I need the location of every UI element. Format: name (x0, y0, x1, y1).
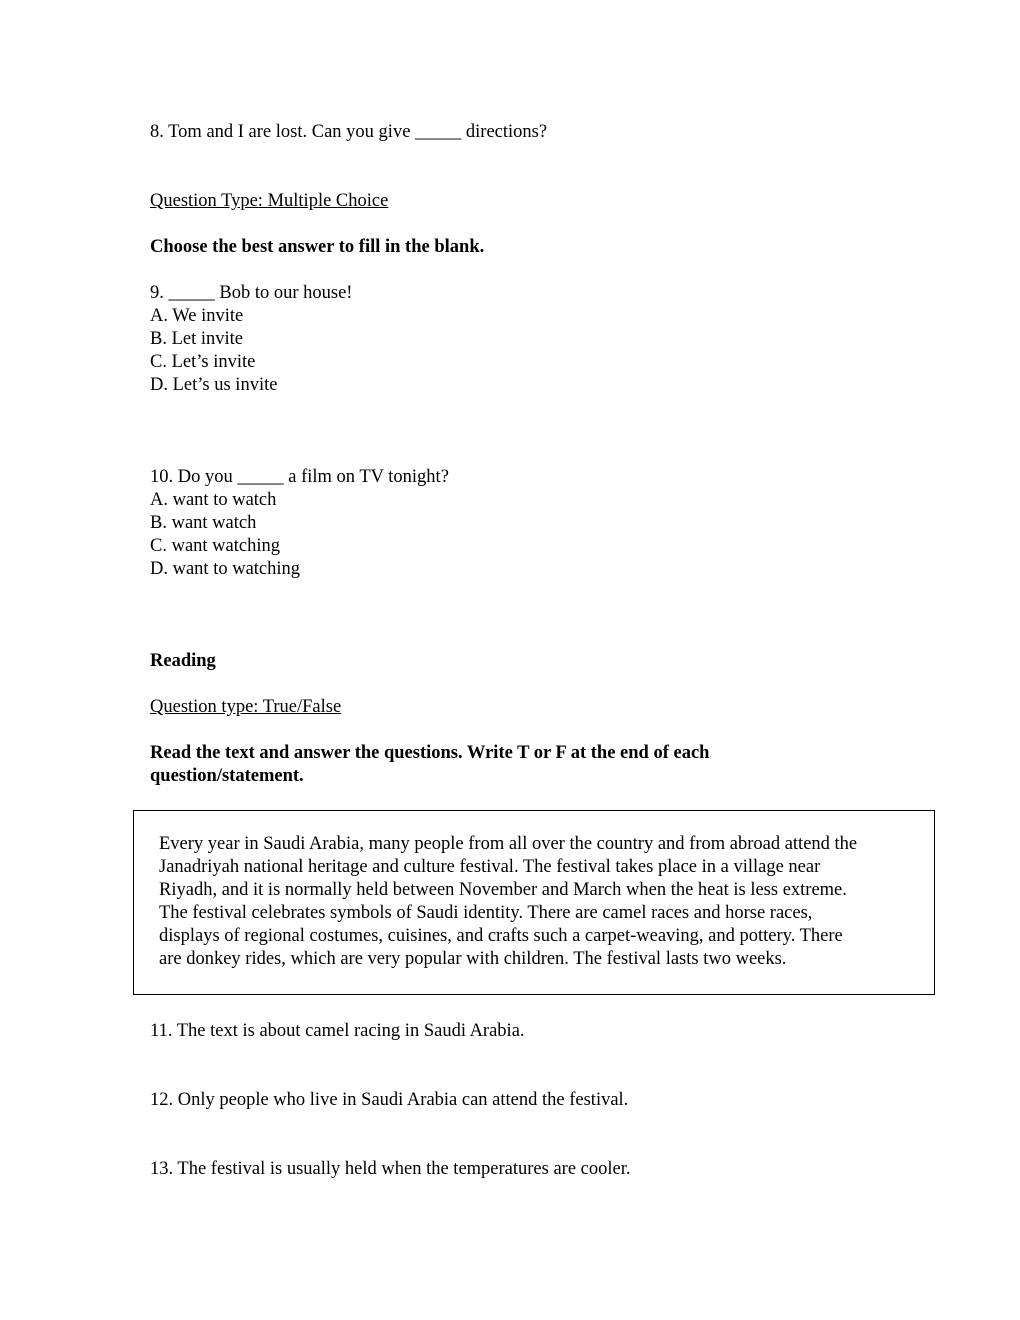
question-8: 8. Tom and I are lost. Can you give _____ directions? (150, 122, 548, 142)
statement-11: 11. The text is about camel racing in Saudi Arabia. (150, 1021, 525, 1041)
passage-line: Every year in Saudi Arabia, many people from all over the country and from abroad attend the (159, 834, 858, 854)
instruction: Choose the best answer to fill in the blank. (150, 237, 485, 257)
instruction: Read the text and answer the questions. Write T or F at the end of each (150, 743, 710, 763)
statement-12: 12. Only people who live in Saudi Arabia can attend the festival. (150, 1090, 629, 1110)
answer-option: C. want watching (150, 536, 280, 556)
answer-option: B. want watch (150, 513, 257, 533)
statement-13: 13. The festival is usually held when the temperatures are cooler. (150, 1159, 631, 1179)
passage-line: Riyadh, and it is normally held between November and March when the heat is less extreme. (159, 880, 847, 900)
reading-heading: Reading (150, 651, 216, 671)
answer-option: A. We invite (150, 306, 244, 326)
question-type-label: Question type: True/False (150, 697, 342, 717)
question-stem: 9. _____ Bob to our house! (150, 283, 353, 303)
reading-passage (159, 833, 929, 971)
passage-line: displays of regional costumes, cuisines, and crafts such a carpet-weaving, and pottery. There (159, 926, 843, 946)
question-stem: 10. Do you _____ a film on TV tonight? (150, 467, 449, 487)
answer-option: D. want to watching (150, 559, 301, 579)
passage-line: are donkey rides, which are very popular with children. The festival lasts two weeks. (159, 949, 787, 969)
answer-option: D. Let’s us invite (150, 375, 278, 395)
question-type-label: Question Type: Multiple Choice (150, 191, 389, 211)
answer-option: C. Let’s invite (150, 352, 256, 372)
passage-line: The festival celebrates symbols of Saudi identity. There are camel races and horse races, (159, 903, 813, 923)
answer-option: B. Let invite (150, 329, 243, 349)
answer-option: A. want to watch (150, 490, 277, 510)
instruction: question/statement. (150, 766, 304, 786)
passage-line: Janadriyah national heritage and culture festival. The festival takes place in a village near (159, 857, 821, 877)
